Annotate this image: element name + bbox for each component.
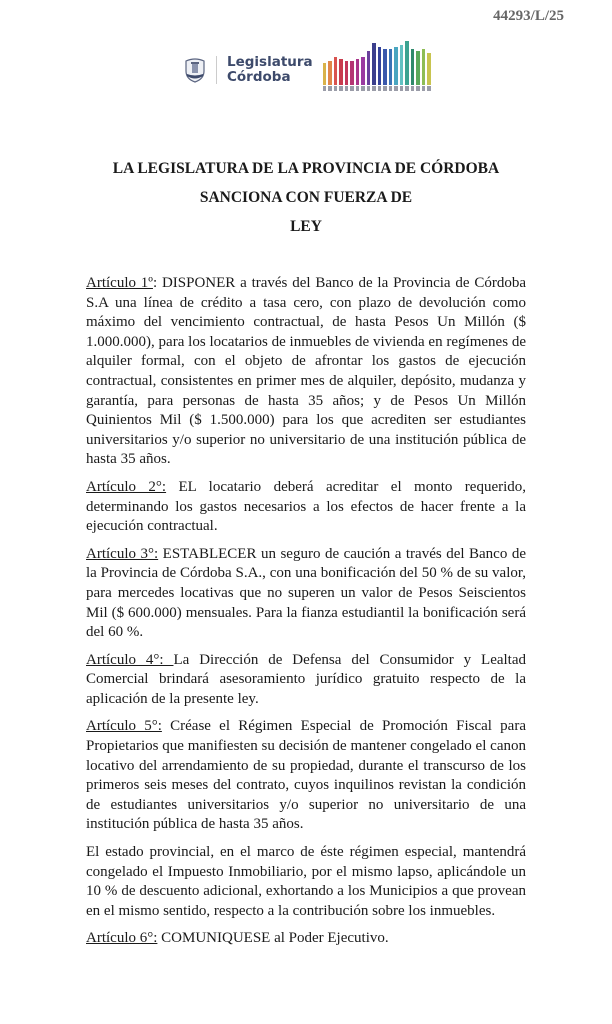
logo-bar (350, 61, 354, 91)
article-5-paragraph-2 (86, 843, 526, 921)
logo-bar (378, 47, 382, 91)
article-text: DISPONER a través del Banco de la Provincia de Córdoba S.A una línea de crédito a tasa cero, con plazo de devolución como máximo del vencimiento contractual, de hasta Pesos Un Millón ($ 1.000.000), para los locatarios de inmuebles de vivienda en regímenes de alquiler formal, con el objeto de afrontar los gastos de ejecución contractual, consistentes en primer mes de alquiler, depósito, mudanza y garantía, para personas de hasta 35 años; y de Pesos Un Millón Quinientos Mil ($ 1.500.000) para los que acrediten ser estudiantes universitarios y/o superior no universitario de una institución pública de hasta 35 años. (86, 275, 526, 468)
article-4 (86, 651, 526, 710)
article-label: Artículo 2°: (86, 478, 167, 495)
logo-line-2: Córdoba (227, 69, 291, 85)
logo-wordmark (227, 55, 313, 85)
logo-bar (339, 59, 343, 91)
article-text: La Dirección de Defensa del Consumidor y Lealtad Comercial brindará asesoramiento jurídico gratuito respecto de la aplicación de la presente ley. (86, 651, 526, 707)
article-text: COMUNIQUESE al Poder Ejecutivo. (161, 930, 389, 947)
logo-bar (367, 51, 371, 91)
article-6 (86, 929, 526, 949)
coat-of-arms-icon (184, 57, 206, 83)
document-reference-number: 44293/L/25 (493, 8, 564, 24)
article-label: Artículo 1º (86, 275, 153, 291)
title-line-1: LA LEGISLATURA DE LA PROVINCIA DE CÓRDOBA (112, 160, 500, 177)
logo-bar (394, 47, 398, 91)
logo-bar (356, 59, 360, 91)
logo-color-bars (323, 45, 431, 95)
article-label: Artículo 5°: (86, 718, 162, 735)
logo-bar (345, 61, 349, 91)
logo-bar (323, 63, 327, 91)
logo-bar (405, 41, 409, 91)
document-body (86, 274, 526, 957)
title-line-3: LEY (290, 218, 322, 235)
article-text: Créase el Régimen Especial de Promoción Fiscal para Propietarios que manifiesten su decisión de mantener congelado el canon locativo del arrendamiento de su propiedad, durante el transcurso de los primeros seis meses del contrato, cuyos inquilinos revistan la condición de estudiantes universitarios y/o superior no universitario de una institución pública de hasta 35 años. (86, 718, 526, 833)
article-2 (86, 478, 526, 537)
article-3 (86, 545, 526, 643)
logo-line-1: Legislatura (227, 54, 313, 70)
article-text: El estado provincial, en el marco de éste régimen especial, mantendrá congelado el Impuesto Inmobiliario, por el mismo lapso, aplicándole un 10 % de descuento adicional, exhortando a los Municipios a que provean en el mismo sentido, respecto a la contribución sobre los inmuebles. (86, 844, 526, 919)
article-1: Artículo 1º: DISPONER a través del Banco de la Provincia de Córdoba S.A una línea de crédito a tasa cero, con plazo de devolución como máximo del vencimiento contractual, de hasta Pesos Un Millón ($ 1.000.000), para los locatarios de inmuebles de vivienda en regímenes de alquiler formal, con el objeto de afrontar los gastos de ejecución contractual, consistentes en primer mes de alquiler, depósito, mudanza y garantía, para personas de hasta 35 años; y de Pesos Un Millón Quinientos Mil ($ 1.500.000) para los que acrediten ser estudiantes universitarios y/o superior no universitario de una institución pública de hasta 35 años. (86, 275, 526, 468)
logo-bar (328, 61, 332, 91)
logo-divider (216, 56, 217, 84)
logo-bar (400, 45, 404, 91)
title-line-2: SANCIONA CON FUERZA DE (199, 189, 413, 206)
article-text: EL locatario deberá acreditar el monto requerido, determinando los gastos necesarios a los efectos de hacer frente a la ejecución contractual. (86, 478, 527, 535)
legislatura-logo (184, 45, 431, 95)
logo-bar (427, 53, 431, 91)
logo-bar (389, 49, 393, 91)
article-label: Artículo 6°: (86, 930, 158, 947)
article-label: Artículo 4°: (86, 651, 174, 668)
logo-bar (372, 43, 376, 91)
logo-bar (422, 49, 426, 91)
logo-bar (416, 51, 420, 91)
article-text: ESTABLECER un seguro de caución a través del Banco de la Provincia de Córdoba S.A., con una bonificación del 50 % de su valor, para mercedes locativas que no superen un valor de Pesos Seiscientos Mil ($ 600.000) mensuales. Para la fianza estudiantil la bonificación será del 60 %. (86, 545, 526, 641)
article-label: Artículo 3°: (86, 545, 159, 562)
logo-bar (334, 57, 338, 91)
logo-bar (361, 57, 365, 91)
logo-bar (383, 49, 387, 91)
article-5 (86, 717, 526, 835)
logo-bar (411, 49, 415, 91)
